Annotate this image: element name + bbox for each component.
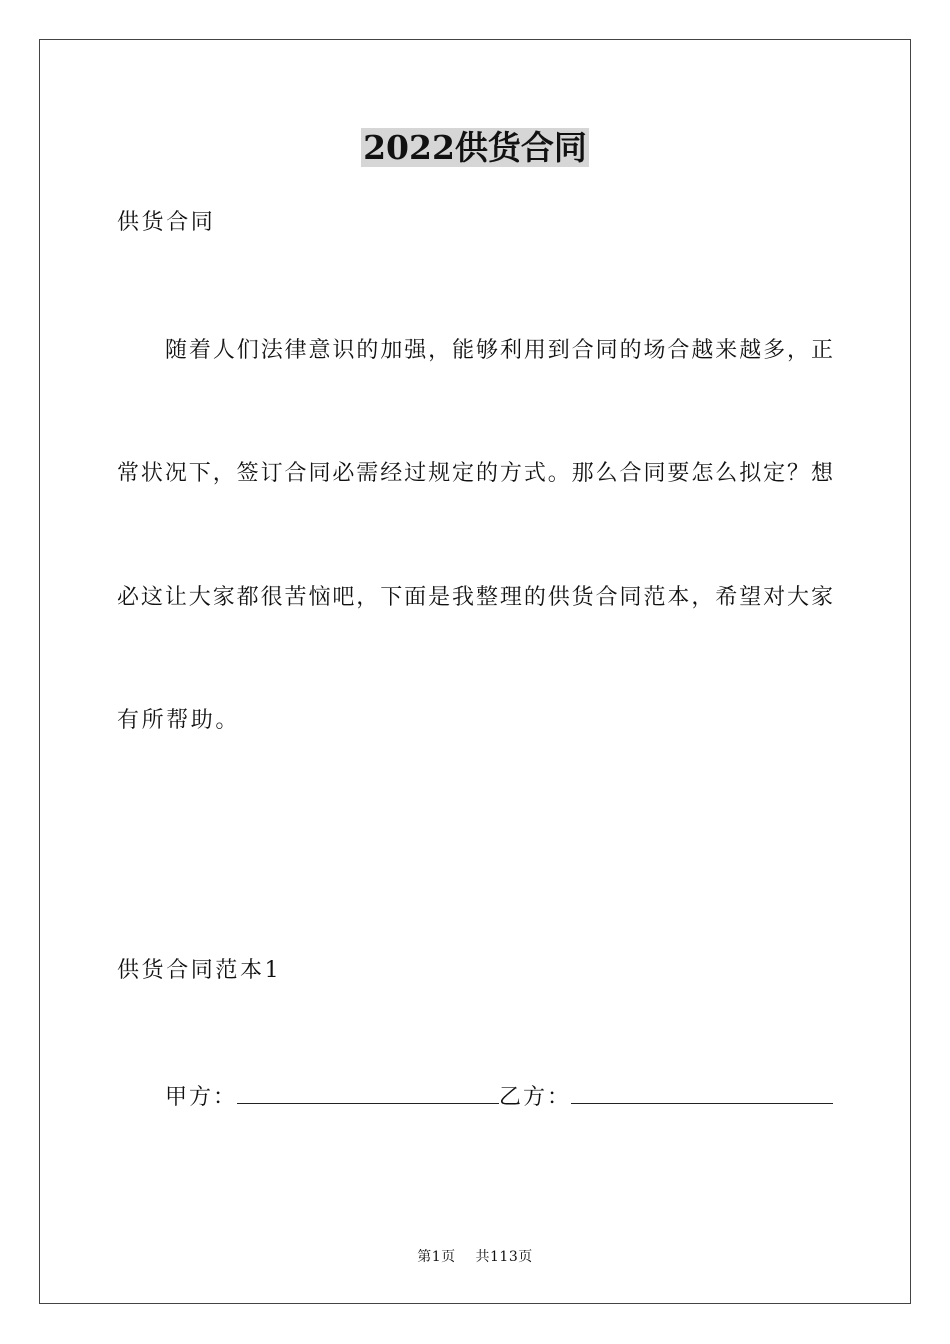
party-row: [165, 1083, 833, 1111]
page-number: 第1页: [417, 1249, 456, 1265]
paragraph-line-2: 常状况下，签订合同必需经过规定的方式。那么合同要怎么拟定？想: [117, 461, 833, 486]
party-a-blank: [237, 1083, 499, 1104]
party-b-blank: [571, 1083, 833, 1104]
page-total: 共113页: [475, 1249, 533, 1265]
paragraph-line-1: 随着人们法律意识的加强，能够利用到合同的场合越来越多，正: [165, 338, 833, 363]
page-footer: [0, 1247, 950, 1267]
document-title-text: 2022供货合同: [363, 128, 587, 167]
paragraph-line-4: 有所帮助。: [117, 708, 241, 733]
section-heading: 供货合同范本1: [117, 958, 282, 983]
party-b-label: 乙方：: [499, 1085, 572, 1110]
document-subtitle: 供货合同: [117, 210, 216, 235]
party-a-label: 甲方：: [165, 1085, 238, 1110]
paragraph-line-3: 必这让大家都很苦恼吧，下面是我整理的供货合同范本，希望对大家: [117, 585, 833, 610]
document-title: [0, 128, 950, 168]
